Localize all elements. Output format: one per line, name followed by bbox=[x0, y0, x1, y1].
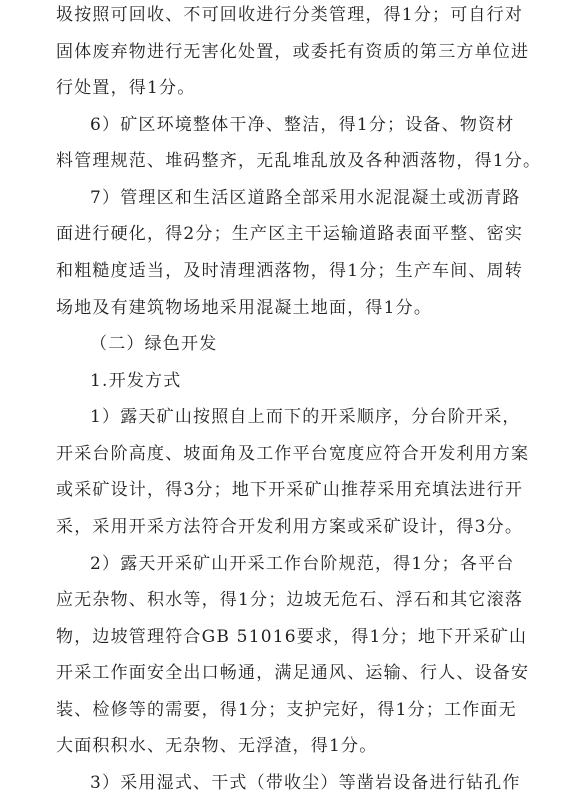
text-line: 采，采用开采方法符合开发利用方案或采矿设计，得3分。 bbox=[56, 517, 524, 537]
paragraph-7-line: 7）管理区和生活区道路全部采用水泥混凝土或沥青路 bbox=[90, 188, 521, 208]
text-line: 面进行硬化，得2分；生产区主干运输道路表面平整、密实 bbox=[56, 224, 524, 244]
text-line: 圾按照可回收、不可回收进行分类管理，得1分；可自行对 bbox=[56, 5, 524, 25]
paragraph-1-line: 1）露天矿山按照自上而下的开采顺序，分台阶开采， bbox=[90, 407, 521, 427]
paragraph-2-line: 2）露天开采矿山开采工作台阶规范，得1分；各平台 bbox=[90, 554, 515, 574]
text-line: 开采台阶高度、坡面角及工作平台宽度应符合开发利用方案 bbox=[56, 444, 530, 464]
subsection-heading: 1.开发方式 bbox=[90, 371, 182, 391]
text-line: 物，边坡管理符合GB 51016要求，得1分；地下开采矿山 bbox=[56, 627, 528, 647]
text-line: 大面积积水、无杂物、无浮渣，得1分。 bbox=[56, 736, 378, 756]
section-heading: （二）绿色开发 bbox=[90, 334, 218, 354]
text-line: 和粗糙度适当，及时清理洒落物，得1分；生产车间、周转 bbox=[56, 261, 524, 281]
paragraph-3-line: 3）采用湿式、干式（带收尘）等凿岩设备进行钻孔作 bbox=[90, 773, 521, 793]
text-line: 装、检修等的需要，得1分；支护完好，得1分；工作面无 bbox=[56, 700, 517, 720]
text-line: 行处置，得1分。 bbox=[56, 78, 196, 98]
text-line: 开采工作面安全出口畅通，满足通风、运输、行人、设备安 bbox=[56, 663, 530, 683]
text-line: 固体废弃物进行无害化处置，或委托有资质的第三方单位进 bbox=[56, 42, 530, 62]
paragraph-6-line: 6）矿区环境整体干净、整洁，得1分；设备、物资材 bbox=[90, 115, 515, 135]
text-line: 料管理规范、堆码整齐，无乱堆乱放及各种洒落物，得1分。 bbox=[56, 151, 542, 171]
text-line: 应无杂物、积水等，得1分；边坡无危石、浮石和其它滚落 bbox=[56, 590, 524, 610]
text-line: 或采矿设计，得3分；地下开采矿山推荐采用充填法进行开 bbox=[56, 480, 524, 500]
text-line: 场地及有建筑物场地采用混凝土地面，得1分。 bbox=[56, 298, 433, 318]
